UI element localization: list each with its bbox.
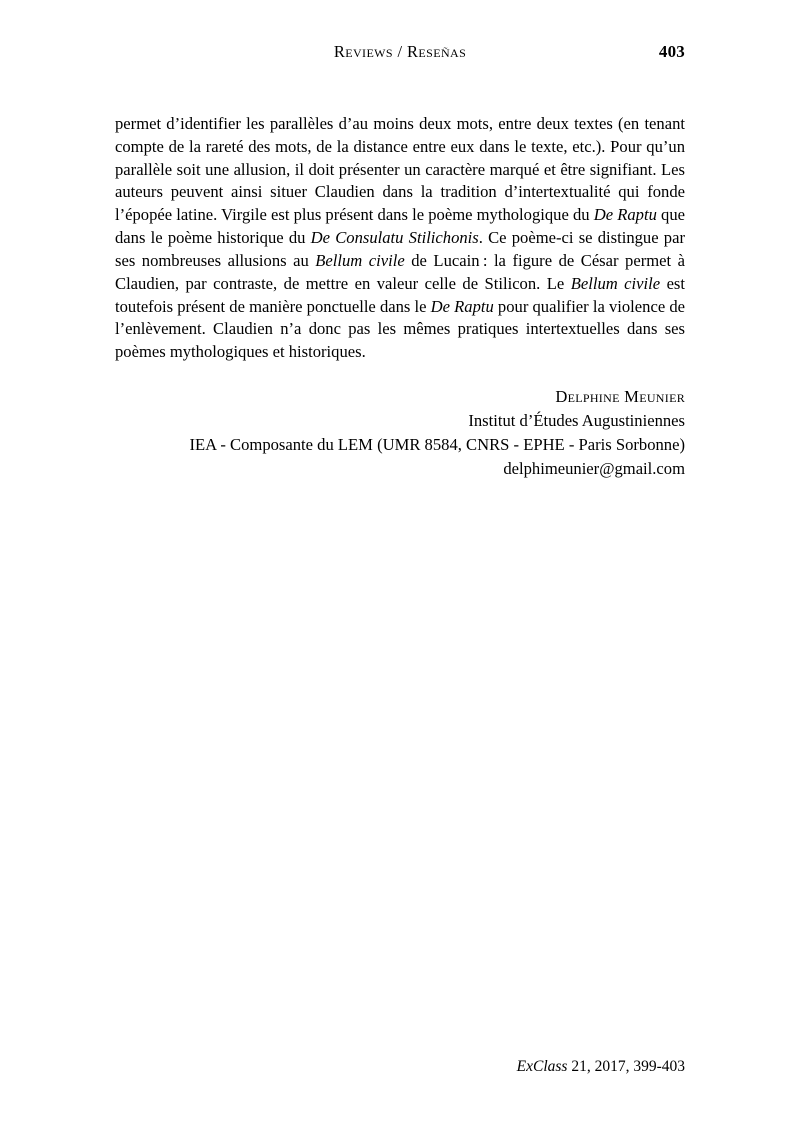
journal-citation: 21, 2017, 399-403 bbox=[567, 1058, 685, 1075]
author-institution: Institut d’Études Augustiniennes bbox=[468, 411, 685, 431]
running-head bbox=[115, 42, 685, 66]
page-number: 403 bbox=[658, 42, 685, 61]
running-head-title: Reviews / Reseñas bbox=[333, 42, 467, 61]
body-text bbox=[115, 113, 685, 364]
journal-name: ExClass bbox=[516, 1058, 568, 1075]
signature-block bbox=[115, 385, 685, 481]
review-paragraph: permet d’identifier les parallèles d’au moins deux mots, entre deux textes (en tenant compte de la rareté des mots, de la distance entre eux dans le texte, etc.). Pour qu’un parallèle soit une allusion, il doit présenter un caractère marqué et être signifiant. Les auteurs peuvent ainsi situer Claudien dans la tradition d’intertextualité qui fonde l’épopée latine. Virgile est plus présent dans le poème mythologique du De Raptu que dans le poème historique du De Consulatu Stilichonis. Ce poème-ci se distingue par ses nombreuses allusions au Bellum civile de Lucain : la figure de César permet à Claudien, par contraste, de mettre en valeur celle de Stilicon. Le Bellum civile est toutefois présent de manière ponctuelle dans le De Raptu pour qualifier la violence de l’enlèvement. Claudien n’a donc pas les mêmes pratiques intertextuelles dans ses poèmes mythologiques et historiques. bbox=[115, 114, 686, 362]
page-footer bbox=[115, 1058, 685, 1076]
author-affiliation: IEA - Composante du LEM (UMR 8584, CNRS - EPHE - Paris Sorbonne) bbox=[189, 435, 685, 455]
author-name: Delphine Meunier bbox=[555, 387, 685, 406]
author-email: delphimeunier@gmail.com bbox=[503, 459, 685, 479]
